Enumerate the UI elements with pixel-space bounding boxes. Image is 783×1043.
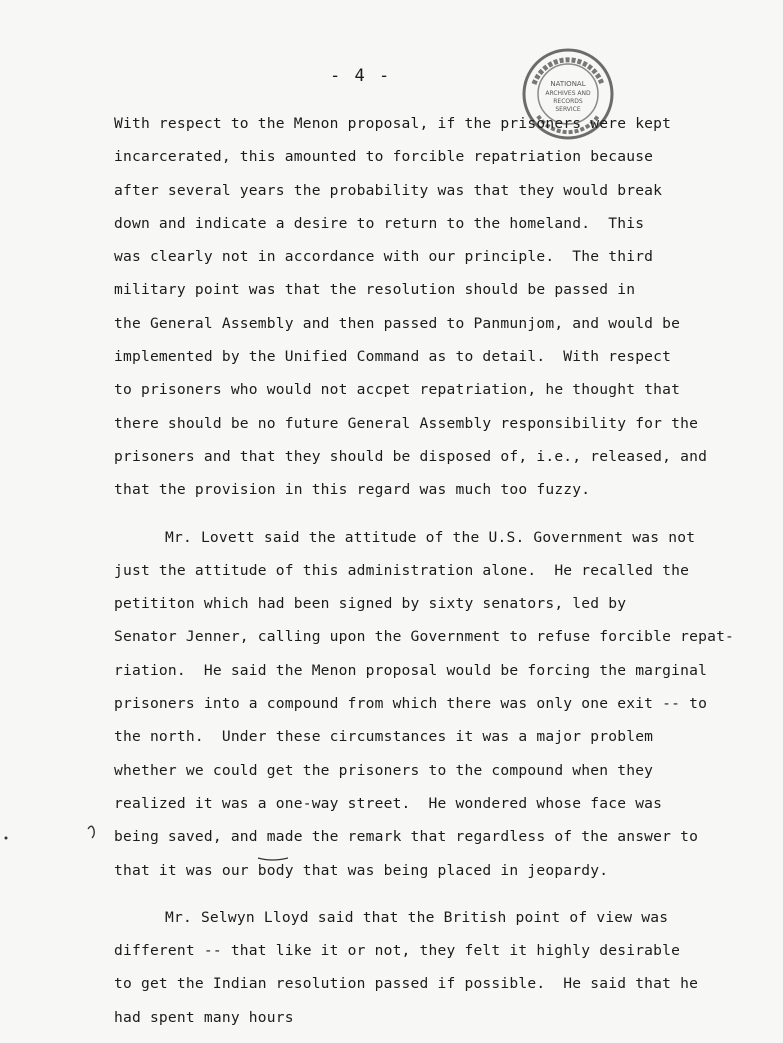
text-line: that the provision in this regard was much too fuzzy. (114, 481, 591, 499)
paragraph-2 (114, 521, 764, 887)
document-body (114, 107, 764, 1034)
text-line: With respect to the Menon proposal, if the prisoners were kept (114, 115, 672, 132)
text-line: had spent many hours (114, 1008, 294, 1026)
text-line: being saved, and made the remark that regardless of the answer to (114, 828, 699, 846)
text-line: whether we could get the prisoners to the compound when they (114, 761, 654, 779)
svg-text:NATIONAL: NATIONAL (550, 80, 586, 88)
text-line: the north. Under these circumstances it was a major problem (114, 728, 654, 746)
text-line: different -- that like it or not, they felt it highly desirable (114, 942, 681, 960)
text-line: was clearly not in accordance with our principle. The third (114, 248, 654, 266)
text-line: to get the Indian resolution passed if possible. He said that he (114, 975, 699, 993)
text-line: there should be no future General Assembly responsibility for the (114, 414, 699, 432)
text-line: petititon which had been signed by sixty senators, led by (114, 595, 627, 613)
paragraph-gap (114, 507, 764, 521)
text-line: realized it was a one-way street. He wondered whose face was (114, 794, 663, 812)
text-line: Senator Jenner, calling upon the Government to refuse forcible repat- (114, 628, 735, 646)
text-line: prisoners into a compound from which there was only one exit -- to (114, 695, 708, 713)
text-line: riation. He said the Menon proposal would be forcing the marginal (114, 661, 708, 679)
text-line: to prisoners who would not accpet repatriation, he thought that (114, 381, 681, 399)
svg-text:ARCHIVES AND: ARCHIVES AND (545, 90, 591, 97)
edge-mark (5, 837, 8, 840)
paragraph-3 (114, 901, 764, 1034)
text-line: that it was our body that was being placed in jeopardy. (114, 861, 609, 879)
page-number: - 4 - (330, 66, 392, 86)
svg-text:RECORDS: RECORDS (553, 98, 583, 105)
paragraph-1 (114, 107, 764, 507)
text-line: just the attitude of this administration alone. He recalled the (114, 561, 690, 579)
text-line: Mr. Selwyn Lloyd said that the British point of view was (165, 908, 669, 926)
text-line: prisoners and that they should be disposed of, i.e., released, and (114, 447, 708, 465)
pencil-mark (88, 826, 94, 838)
text-line: implemented by the Unified Command as to detail. With respect (114, 348, 672, 366)
text-line: the General Assembly and then passed to Panmunjom, and would be (114, 314, 681, 332)
text-line: after several years the probability was that they would break (114, 181, 663, 199)
text-line: incarcerated, this amounted to forcible repatriation because (114, 148, 654, 166)
paragraph-gap (114, 887, 764, 901)
text-line: Mr. Lovett said the attitude of the U.S. Government was not (165, 528, 696, 546)
text-line: military point was that the resolution should be passed in (114, 281, 636, 299)
text-line: down and indicate a desire to return to the homeland. This (114, 214, 645, 232)
svg-text:SERVICE: SERVICE (555, 106, 581, 113)
